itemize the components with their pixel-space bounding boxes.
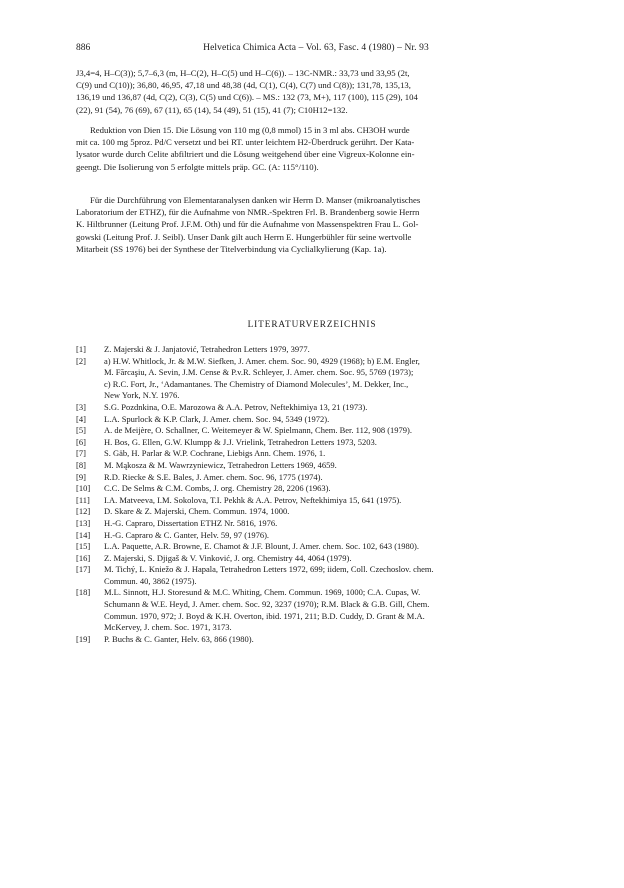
reference-text: Commun. 1970, 972; J. Boyd & K.H. Overton, ibid. 1971, 211; B.D. Cuddy, D. Grant & M.A.	[104, 610, 425, 621]
reference-item	[76, 402, 560, 414]
reference-item	[76, 483, 560, 495]
reference-text: M. Mąkosza & M. Wawrzyniewicz, Tetrahedron Letters 1969, 4659.	[104, 459, 337, 470]
reference-number: [16]	[76, 552, 91, 563]
reference-text: McKervey, J. chem. Soc. 1971, 3173.	[104, 622, 232, 633]
reference-number: [2]	[76, 355, 86, 366]
reference-number: [6]	[76, 436, 86, 447]
reference-text: M. Tichý, L. Kniežo & J. Hapala, Tetrahedron Letters 1972, 699; iidem, Coll. Czechoslov. chem.	[104, 564, 434, 575]
reference-text: A. de Meijère, O. Schallner, C. Weitemeyer & W. Spielmann, Chem. Ber. 112, 908 (1979).	[104, 425, 412, 436]
reference-text: Commun. 40, 3862 (1975).	[104, 575, 197, 586]
reference-text: a) H.W. Whitlock, Jr. & M.W. Siefken, J. Amer. chem. Soc. 90, 4929 (1968); b) E.M. Engler,	[104, 355, 420, 366]
reference-item	[76, 506, 560, 518]
reference-number: [1]	[76, 344, 86, 354]
reference-item	[76, 437, 560, 449]
text-line: Mitarbeit (SS 1976) bei der Synthese der Titelverbindung via Cyclialkylierung (Kap. 1a).	[76, 243, 387, 254]
reference-number: [3]	[76, 401, 86, 412]
reference-number: [8]	[76, 459, 86, 470]
reference-item	[76, 414, 560, 426]
reference-item	[76, 553, 560, 565]
reference-text: I.A. Matveeva, I.M. Sokolova, T.I. Pekhk & A.A. Petrov, Neftekhimiya 15, 641 (1975).	[104, 494, 402, 505]
reference-number: [18]	[76, 587, 91, 598]
text-line: Laboratorium der ETHZ), für die Aufnahme von NMR.-Spektren Frl. B. Brandenberg sowie Herrn	[76, 207, 420, 218]
text-line: mit ca. 100 mg 5proz. Pd/C versetzt und bei RT. unter leichtem H2-Überdruck gerührt. Der Kata-	[76, 137, 415, 148]
reference-text: H.-G. Capraro, Dissertation ETHZ Nr. 5816, 1976.	[104, 517, 278, 528]
reference-text: M. Fărcaşiu, A. Sevin, J.M. Cense & P.v.R. Schleyer, J. Amer. chem. Soc. 95, 5769 (1973);	[104, 367, 414, 378]
reference-text: P. Buchs & C. Ganter, Helv. 63, 866 (1980).	[104, 633, 254, 644]
reduction-paragraph	[76, 124, 558, 173]
reference-number: [5]	[76, 425, 86, 436]
text-line: (22), 91 (54), 76 (69), 67 (11), 65 (14), 54 (49), 51 (15), 41 (7); C10H12=132.	[76, 104, 348, 115]
reference-number: [7]	[76, 448, 86, 459]
reference-item	[76, 472, 560, 484]
reference-number: [10]	[76, 483, 91, 494]
reference-text: H.-G. Capraro & C. Ganter, Helv. 59, 97 (1976).	[104, 529, 270, 540]
reference-item	[76, 460, 560, 472]
acknowledgement-paragraph	[76, 194, 558, 255]
reference-text: R.D. Riecke & S.E. Bales, J. Amer. chem. Soc. 96, 1775 (1974).	[104, 471, 323, 482]
reference-item	[76, 634, 560, 646]
reference-text: Schumann & W.E. Heyd, J. Amer. chem. Soc. 92, 3237 (1970); R.M. Black & G.B. Gill, Chem.	[104, 599, 430, 610]
references-heading: LITERATURVERZEICHNIS	[247, 320, 377, 330]
journal-title: Helvetica Chimica Acta – Vol. 63, Fasc. 4 (1980) – Nr. 93	[203, 43, 429, 53]
reference-text: M.L. Sinnott, H.J. Storesund & M.C. Whiting, Chem. Commun. 1969, 1000; C.A. Cupas, W.	[104, 587, 421, 598]
reference-text: L.A. Spurlock & K.P. Clark, J. Amer. chem. Soc. 94, 5349 (1972).	[104, 413, 330, 424]
reference-text: L.A. Paquette, A.R. Browne, E. Chamot & J.F. Blount, J. Amer. chem. Soc. 102, 643 (1980).	[104, 541, 419, 552]
reference-number: [11]	[76, 494, 90, 505]
reference-text: Z. Majerski, S. Djigaš & V. Vinković, J. org. Chemistry 44, 4064 (1979).	[104, 552, 352, 563]
nmr-paragraph	[76, 67, 558, 116]
text-line: C(9) und C(10)); 36,80, 46,95, 47,18 und 48,38 (4d, C(1), C(4), C(7) und C(8)); 131,78, 135,13,	[76, 80, 411, 91]
reference-list	[76, 344, 560, 645]
reference-item	[76, 356, 560, 402]
reference-item	[76, 564, 560, 587]
reference-text: H. Bos, G. Ellen, G.W. Klumpp & J.J. Vrielink, Tetrahedron Letters 1973, 5203.	[104, 436, 377, 447]
reference-item	[76, 541, 560, 553]
text-line: K. Hiltbrunner (Leitung Prof. J.F.M. Oth) und für die Aufnahme von Massenspektren Frau L. Gol-	[76, 219, 419, 230]
reference-text: S.G. Pozdnkina, O.E. Marozowa & A.A. Petrov, Neftekhimiya 13, 21 (1973).	[104, 401, 368, 412]
reference-number: [15]	[76, 541, 91, 552]
reference-text: Z. Majerski & J. Janjatović, Tetrahedron Letters 1979, 3977.	[104, 344, 310, 354]
reference-item	[76, 344, 560, 356]
reference-number: [12]	[76, 506, 91, 517]
reference-number: [19]	[76, 633, 91, 644]
text-line: J3,4=4, H–C(3)); 5,7–6,3 (m, H–C(2), H–C(5) und H–C(6)). – 13C-NMR.: 33,73 und 33,95 (2t,	[76, 68, 410, 78]
page-number: 886	[76, 43, 91, 53]
reference-text: D. Skare & Z. Majerski, Chem. Commun. 1974, 1000.	[104, 506, 290, 517]
reference-item	[76, 448, 560, 460]
reference-number: [4]	[76, 413, 86, 424]
reference-item	[76, 425, 560, 437]
reference-text: C.C. De Selms & C.M. Combs, J. org. Chemistry 28, 2206 (1963).	[104, 483, 331, 494]
reference-number: [14]	[76, 529, 91, 540]
reference-text: New York, N.Y. 1976.	[104, 390, 180, 401]
text-line: gowski (Leitung Prof. J. Seibl). Unser Dank gilt auch Herrn E. Hungerbühler für seine wertvolle	[76, 231, 412, 242]
text-line: Reduktion von Dien 15. Die Lösung von 110 mg (0,8 mmol) 15 in 3 ml abs. CH3OH wurde	[90, 125, 410, 135]
reference-number: [13]	[76, 517, 91, 528]
reference-number: [17]	[76, 564, 91, 575]
running-header	[76, 43, 556, 57]
text-line: geengt. Die Isolierung von 5 erfolgte mittels präp. GC. (A: 115°/110).	[76, 161, 319, 172]
reference-text: c) R.C. Fort, Jr., ‘Adamantanes. The Chemistry of Diamond Molecules’, M. Dekker, Inc.,	[104, 378, 409, 389]
reference-number: [9]	[76, 471, 86, 482]
text-line: 136,19 und 136,87 (4d, C(2), C(3), C(5) und C(6)). – MS.: 132 (73, M+), 117 (100), 115 (29), 104	[76, 92, 418, 103]
reference-text: S. Gäb, H. Parlar & W.P. Cochrane, Liebigs Ann. Chem. 1976, 1.	[104, 448, 326, 459]
reference-item	[76, 530, 560, 542]
reference-item	[76, 518, 560, 530]
text-line: lysator wurde durch Celite abfiltriert und die Lösung weitgehend über eine Vigreux-Kolonne ein-	[76, 149, 415, 160]
reference-item	[76, 587, 560, 633]
reference-item	[76, 495, 560, 507]
text-line: Für die Durchführung von Elementaranalysen danken wir Herrn D. Manser (mikroanalytisches	[90, 195, 421, 205]
